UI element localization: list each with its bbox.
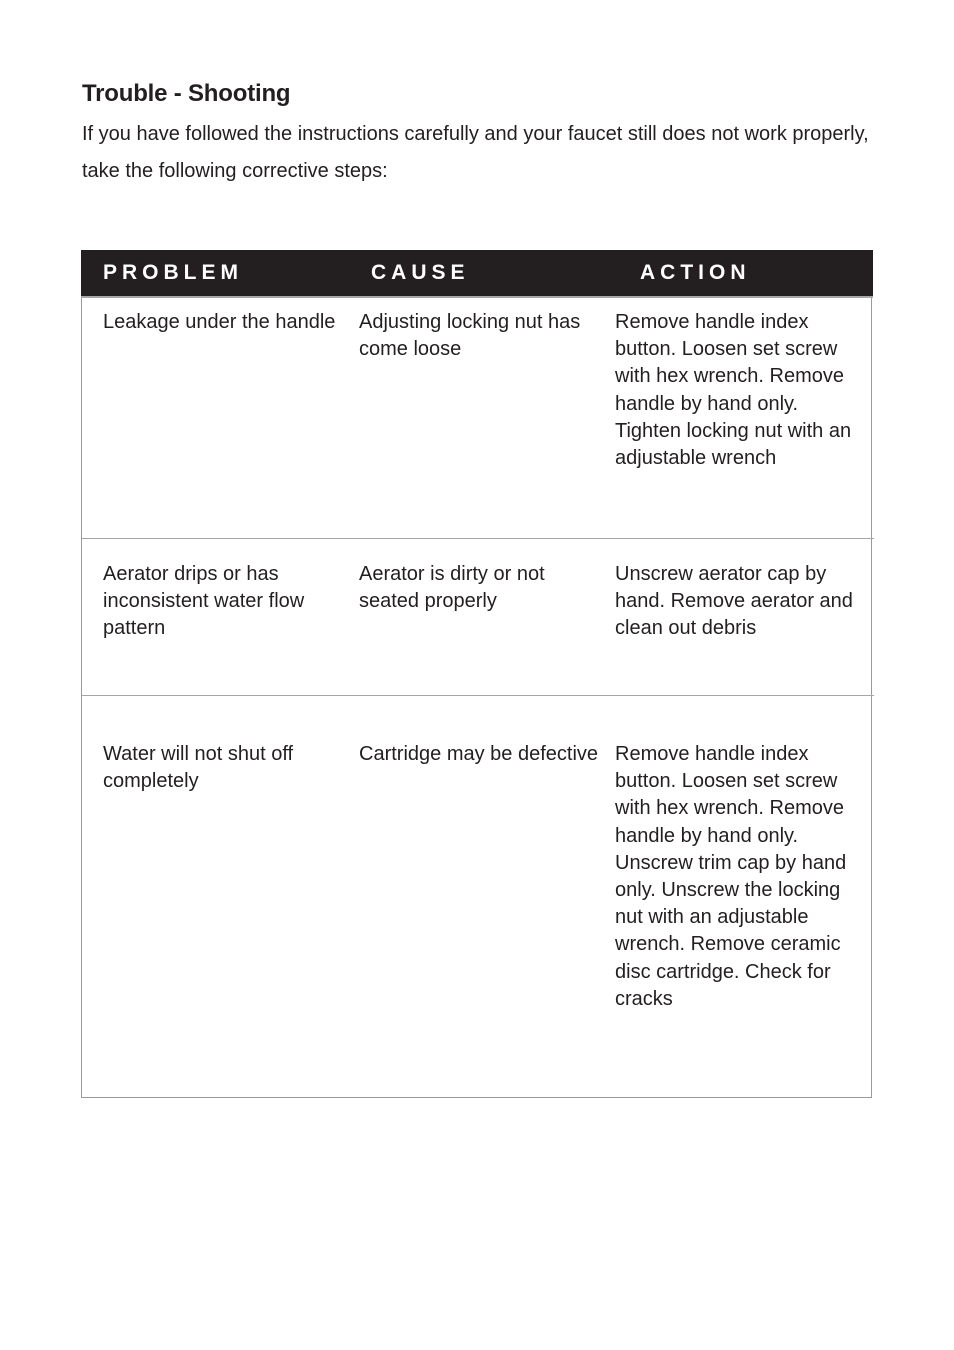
table-row <box>82 298 873 538</box>
header-cause: CAUSE <box>371 261 470 284</box>
cause-cell: Cartridge may be defective <box>359 743 599 765</box>
table-body <box>81 298 872 1098</box>
problem-cell: Aerator drips or has inconsistent water flow pattern <box>103 563 305 640</box>
header-action: ACTION <box>640 261 751 284</box>
header-problem: PROBLEM <box>103 261 243 284</box>
page-title: Trouble - Shooting <box>82 80 291 107</box>
table-row <box>82 696 873 1096</box>
table-row <box>82 539 873 695</box>
action-cell: Unscrew aerator cap by hand. Remove aerator and clean out debris <box>615 563 853 640</box>
cause-cell: Adjusting locking nut has come loose <box>359 311 581 361</box>
cause-cell: Aerator is dirty or not seated properly <box>359 563 545 613</box>
action-cell: Remove handle index button. Loosen set screw with hex wrench. Remove handle by hand only. Tighten locking nut with an adjustable wrench <box>615 311 852 470</box>
problem-cell: Leakage under the handle <box>103 311 336 333</box>
troubleshooting-table <box>81 250 873 1098</box>
intro-paragraph: If you have followed the instructions carefully and your faucet still does not work properly, take the following corrective steps: <box>82 123 869 182</box>
action-cell: Remove handle index button. Loosen set screw with hex wrench. Remove handle by hand only. Unscrew trim cap by hand only. Unscrew the locking nut with an adjustable wrench. Remove ceramic disc cartridge. Check for cracks <box>615 743 847 1010</box>
table-header <box>81 250 873 298</box>
problem-cell: Water will not shut off completely <box>103 743 294 793</box>
